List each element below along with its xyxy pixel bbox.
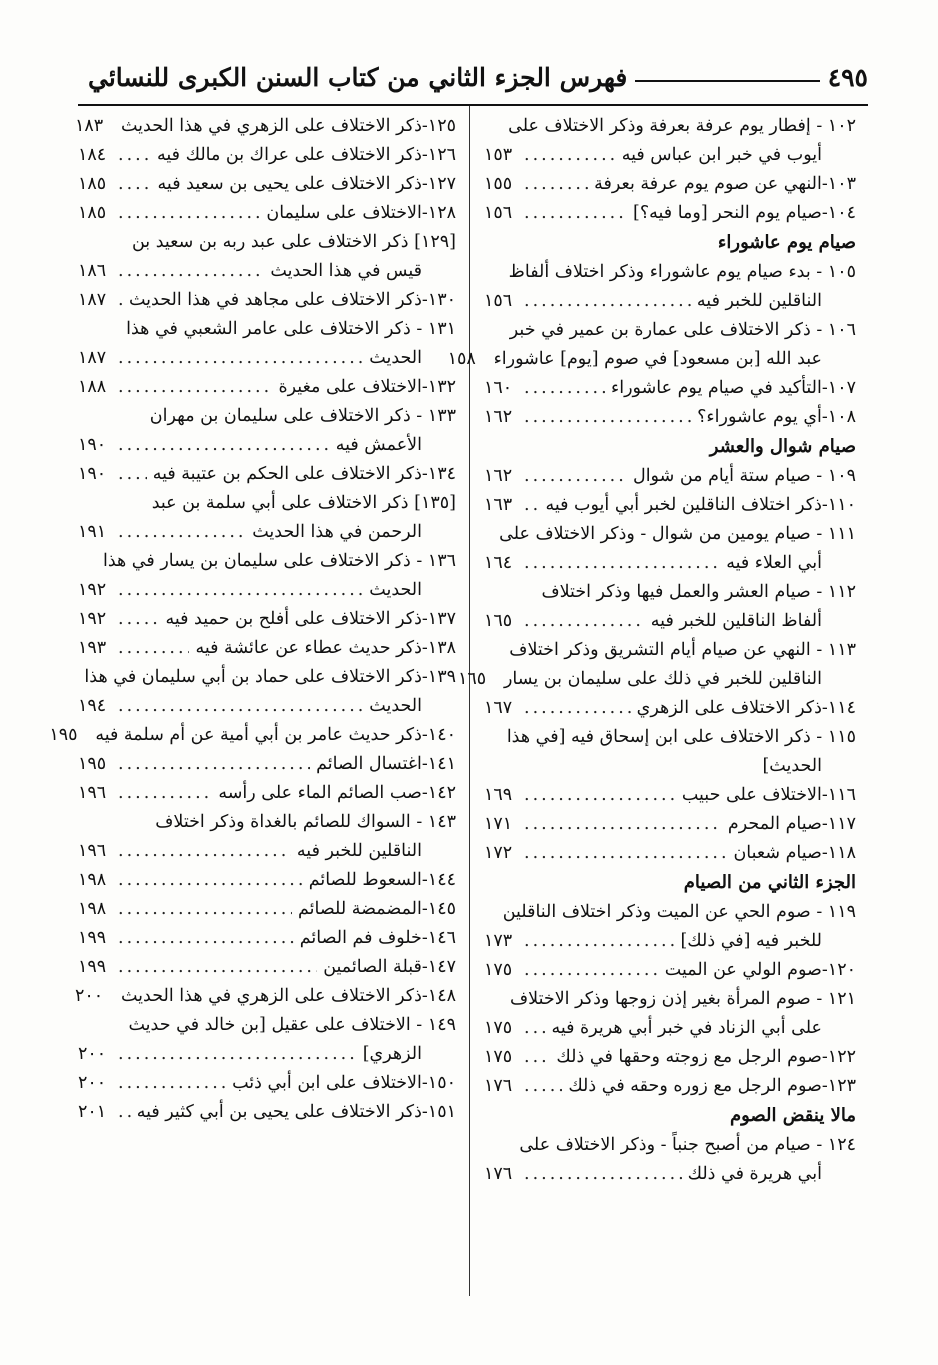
entry-page-number: ١٥٦: [484, 291, 513, 311]
index-entry[interactable]: [78, 1098, 456, 1127]
entry-page-number: ١٩٢: [78, 609, 107, 629]
index-entry[interactable]: [78, 373, 456, 402]
entry-page-number: ١٧٦: [484, 1076, 513, 1096]
entry-title-last-line: الناقلين للخبر فيه: [696, 291, 822, 311]
entry-page-number: ١٩٨: [78, 899, 107, 919]
page-header: [78, 52, 868, 102]
index-entry[interactable]: [447, 316, 856, 374]
leader-dots: [118, 953, 317, 982]
entry-title-last-line: الحديث]: [762, 756, 822, 776]
entry-title-last-line: ١٥١-ذكر الاختلاف على يحيى بن أبي كثير فيه: [136, 1102, 456, 1122]
entry-page-number: ١٨٨: [78, 377, 107, 397]
index-entry[interactable]: [78, 402, 456, 460]
entry-title-last-line: على أبي الزناد في خبر أبي هريرة فيه: [551, 1018, 822, 1038]
index-entry[interactable]: [78, 1069, 456, 1098]
entry-title-last-line: ١١٤-ذكر الاختلاف على الزهري: [636, 698, 856, 718]
entry-title-last-line: ١٣٨-ذكر حديث عطاء عن عائشة فيه: [195, 638, 456, 658]
entry-page-number: ٢٠٠: [74, 986, 104, 1006]
index-entry[interactable]: [78, 634, 456, 663]
entry-title-last-line: ١٠٣-النهي عن صوم يوم عرفة بعرفة: [594, 174, 856, 194]
entry-title-last-line: ١٤١-اغتسال الصائم: [316, 754, 456, 774]
index-entry[interactable]: [78, 460, 456, 489]
index-entry[interactable]: [78, 170, 456, 199]
section-heading: الجزء الثاني من الصيام: [683, 872, 856, 893]
leader-dots: [118, 779, 212, 808]
entry-page-number: ٢٠١: [78, 1102, 107, 1122]
index-column-right: [447, 112, 856, 1189]
index-entry[interactable]: [484, 1131, 856, 1189]
entry-page-number: ١٧٢: [484, 843, 513, 863]
entry-page-number: ١٨٧: [78, 290, 107, 310]
entry-title-last-line: ١٢٠-صوم الولي عن الميت: [664, 960, 856, 980]
leader-dots: [524, 170, 588, 199]
leader-dots: [524, 839, 727, 868]
leader-dots: [118, 895, 292, 924]
index-entry[interactable]: [78, 286, 456, 315]
entry-page-number: ١٦٢: [484, 407, 513, 427]
entry-page-number: ١٦٤: [484, 553, 513, 573]
index-entry[interactable]: [484, 199, 856, 228]
entry-title-last-line: ١٣٤-ذكر الاختلاف على الحكم بن عتيبة فيه: [152, 464, 456, 484]
section-heading: صيام شوال والعشر: [709, 436, 856, 457]
entry-page-number: ١٩٠: [78, 435, 107, 455]
leader-dots: [524, 1014, 545, 1043]
index-entry[interactable]: [78, 779, 456, 808]
entry-title-line: ١٠٢ - إفطار يوم عرفة بعرفة وذكر الاختلاف على: [508, 116, 856, 136]
entry-title-last-line: ١٤٦-خلوف فم الصائم: [299, 928, 456, 948]
entry-title-last-line: ١٢٦-ذكر الاختلاف على عراك بن مالك فيه: [156, 145, 456, 165]
leader-dots: [118, 634, 189, 663]
index-entry[interactable]: [78, 895, 456, 924]
index-entry[interactable]: [78, 315, 456, 373]
entry-title-last-line: أبي هريرة في ذلك: [687, 1164, 822, 1184]
entry-title-last-line: ١٠٤-صيام يوم النحر [وما فيه؟]: [633, 203, 856, 223]
entry-title-last-line: ١٢٣-صوم الرجل مع زوره وحقه في ذلك: [568, 1076, 856, 1096]
entry-page-number: ١٨٦: [78, 261, 107, 281]
entry-page-number: ١٦٥: [457, 669, 487, 689]
index-entry[interactable]: [78, 228, 456, 286]
entry-title-last-line: عبد الله [بن مسعود] في صوم [يوم] عاشوراء: [493, 349, 822, 369]
leader-dots: [524, 607, 645, 636]
index-entry[interactable]: [78, 866, 456, 895]
index-entry[interactable]: [484, 578, 856, 636]
entry-page-number: ١٩٢: [78, 580, 107, 600]
entry-title-last-line: الزهري]: [362, 1044, 422, 1064]
entry-title-line: ١١٩ - صوم الحي عن الميت وذكر اختلاف الناقلين: [502, 902, 856, 922]
entry-title-last-line: أيوب في خبر ابن عباس فيه: [621, 145, 822, 165]
entry-title-last-line: ١٤٠-ذكر حديث عامر بن أبي أمية عن أم سلمة فيه: [95, 725, 456, 745]
entry-page-number: ١٧٥: [484, 1047, 513, 1067]
leader-dots: [118, 431, 330, 460]
entry-page-number: ١٦٠: [484, 378, 513, 398]
index-entry[interactable]: [484, 781, 856, 810]
index-entry[interactable]: [78, 547, 456, 605]
leader-dots: [118, 1069, 226, 1098]
entry-title-line: ١٣٣ - ذكر الاختلاف على سليمان بن مهران: [149, 406, 456, 426]
leader-dots: [118, 837, 291, 866]
leader-dots: [118, 750, 310, 779]
index-entry[interactable]: [484, 810, 856, 839]
entry-title-last-line: ١١٦-الاختلاف على حبيب: [681, 785, 856, 805]
index-entry[interactable]: [484, 985, 856, 1043]
entry-title-last-line: ١٤٧-قبلة الصائمين: [323, 957, 456, 977]
entry-page-number: ١٨٥: [78, 174, 107, 194]
index-entry[interactable]: [484, 491, 856, 520]
entry-title-line: ١٠٦ - ذكر الاختلاف على عمارة بن عمير في خبر: [509, 320, 856, 340]
entry-title-last-line: الرحمن في هذا الحديث: [252, 522, 422, 542]
entry-title-line: ١١٣ - النهي عن صيام أيام التشريق وذكر اختلاف: [509, 640, 856, 660]
entry-title-last-line: للخبر فيه [في ذلك]: [680, 931, 822, 951]
leader-dots: [118, 257, 264, 286]
leader-dots: [118, 460, 147, 489]
entry-page-number: ١٧٥: [484, 960, 513, 980]
entry-title-last-line: ١٤٤-السعوط للصائم: [308, 870, 456, 890]
page-number: ٤٩٥: [827, 62, 868, 92]
entry-title-last-line: ١١٧-صيام المحرم: [727, 814, 856, 834]
leader-dots: [118, 576, 363, 605]
leader-dots: [118, 170, 152, 199]
entry-title-last-line: ١٣٠-ذكر الاختلاف على مجاهد في هذا الحديث: [129, 290, 456, 310]
entry-title-last-line: الناقلين للخبر في ذلك على سليمان بن يسار: [503, 669, 822, 689]
leader-dots: [524, 1160, 682, 1189]
entry-page-number: ١٩٥: [49, 725, 78, 745]
entry-page-number: ١٥٦: [484, 203, 513, 223]
index-entry[interactable]: [484, 723, 856, 781]
header-rule: [635, 80, 819, 82]
entry-title-last-line: ١٢٥-ذكر الاختلاف على الزهري في هذا الحديث: [120, 116, 456, 136]
index-entry[interactable]: [78, 489, 456, 547]
index-entry[interactable]: [484, 520, 856, 578]
index-entry[interactable]: [78, 1011, 456, 1069]
index-entry[interactable]: [484, 258, 856, 316]
index-entry[interactable]: [484, 956, 856, 985]
leader-dots: [524, 549, 720, 578]
entry-title-line: ١٣٦ - ذكر الاختلاف على سليمان بن يسار في هذا: [102, 551, 456, 571]
section-heading: مالا ينقض الصوم: [729, 1105, 856, 1126]
index-entry[interactable]: [484, 898, 856, 956]
leader-dots: [118, 344, 363, 373]
leader-dots: [524, 810, 722, 839]
leader-dots: [524, 141, 616, 170]
entry-title-last-line: ١٤٥-المضمضة للصائم: [298, 899, 456, 919]
entry-title-last-line: الحديث: [369, 696, 422, 716]
entry-title-line: ١٣٩-ذكر الاختلاف على حماد بن أبي سليمان في هذا: [84, 667, 456, 687]
entry-title-line: ١٤٩ - الاختلاف على عقيل [بن خالد في حديث: [128, 1015, 456, 1035]
entry-title-last-line: الحديث: [369, 580, 422, 600]
entry-page-number: ١٩٨: [78, 870, 107, 890]
leader-dots: [118, 286, 123, 315]
entry-title-last-line: ١٠٨-أي يوم عاشوراء؟: [697, 407, 856, 427]
index-entry[interactable]: [49, 721, 456, 750]
entry-title-line: ١٣١ - ذكر الاختلاف على عامر الشعبي في هذا: [126, 319, 456, 339]
entry-title-last-line: ١٣٧-ذكر الاختلاف على أفلح بن حميد فيه: [165, 609, 456, 629]
entry-page-number: ١٦٢: [484, 466, 513, 486]
index-entry[interactable]: [78, 199, 456, 228]
index-entry[interactable]: [78, 750, 456, 779]
entry-page-number: ١٩٦: [78, 783, 107, 803]
entry-page-number: ١٩٤: [78, 696, 107, 716]
entry-title-last-line: ١١٨-صيام شعبان: [733, 843, 856, 863]
leader-dots: [118, 866, 303, 895]
entry-title-last-line: ١٠٩ - صيام ستة أيام من شوال: [632, 466, 856, 486]
leader-dots: [524, 927, 674, 956]
index-entry[interactable]: [457, 636, 856, 694]
leader-dots: [118, 518, 246, 547]
entry-title-last-line: ١١٠-ذكر اختلاف الناقلين لخبر أبي أيوب فيه: [545, 495, 856, 515]
entry-title-line: ١٢٤ - صيام من أصبح جنباً - وذكر الاختلاف على: [519, 1135, 856, 1155]
page-title: فهرس الجزء الثاني من كتاب السنن الكبرى للنسائي: [88, 62, 628, 92]
index-column-left: [49, 112, 456, 1127]
entry-page-number: ١٥٣: [484, 145, 513, 165]
entry-page-number: ١٥٥: [484, 174, 513, 194]
entry-title-line: ١٤٣ - السواك للصائم بالغداة وذكر اختلاف: [155, 812, 456, 832]
entry-page-number: ١٩٦: [78, 841, 107, 861]
leader-dots: [118, 605, 159, 634]
entry-title-last-line: ١٤٨-ذكر الاختلاف على الزهري في هذا الحديث: [120, 986, 456, 1006]
header-underline: [78, 104, 868, 106]
index-entry[interactable]: [484, 1072, 856, 1101]
leader-dots: [524, 403, 691, 432]
entry-title-last-line: ١٥٠-الاختلاف على ابن أبي ذئب: [232, 1073, 456, 1093]
leader-dots: [118, 1098, 131, 1127]
entry-page-number: ١٦٥: [484, 611, 513, 631]
leader-dots: [524, 287, 691, 316]
entry-title-last-line: ١٠٧-التأكيد في صيام يوم عاشوراء: [611, 378, 856, 398]
index-entry[interactable]: [78, 924, 456, 953]
entry-page-number: ١٧٦: [484, 1164, 513, 1184]
entry-title-last-line: ١٣٢-الاختلاف على مغيرة: [278, 377, 456, 397]
entry-title-line: ١١٥ - ذكر الاختلاف على ابن إسحاق فيه [في هذا: [506, 727, 856, 747]
index-entry[interactable]: [78, 663, 456, 721]
entry-title-last-line: أبي العلاء فيه: [726, 553, 822, 573]
entry-title-last-line: ألفاظ الناقلين للخبر فيه: [650, 611, 822, 631]
leader-dots: [524, 491, 539, 520]
entry-title-last-line: ١٢٢-صوم الرجل مع زوجته وحقها في ذلك: [556, 1047, 856, 1067]
entry-page-number: ١٨٥: [78, 203, 107, 223]
index-entry[interactable]: [78, 808, 456, 866]
leader-dots: [524, 374, 605, 403]
entry-page-number: ١٩٠: [78, 464, 107, 484]
leader-dots: [118, 1040, 357, 1069]
index-entry[interactable]: [484, 1043, 856, 1072]
index-entry[interactable]: [484, 694, 856, 723]
entry-page-number: ١٩١: [78, 522, 107, 542]
leader-dots: [118, 924, 294, 953]
column-divider: [469, 106, 470, 1296]
index-entry[interactable]: [484, 112, 856, 170]
index-entry[interactable]: [74, 982, 456, 1011]
entry-page-number: ١٦٣: [484, 495, 513, 515]
index-entry[interactable]: [78, 605, 456, 634]
leader-dots: [118, 141, 151, 170]
leader-dots: [524, 1043, 550, 1072]
entry-title-last-line: الأعمش فيه: [335, 435, 422, 455]
entry-title-last-line: الحديث: [369, 348, 422, 368]
index-entry[interactable]: [78, 141, 456, 170]
leader-dots: [118, 692, 363, 721]
entry-title-line: ١٠٥ - بدء صيام يوم عاشوراء وذكر اختلاف ألفاظ: [508, 262, 856, 282]
entry-title-line: ١١٢ - صيام العشر والعمل فيها وذكر اختلاف: [541, 582, 856, 602]
entry-page-number: ١٩٥: [78, 754, 107, 774]
entry-title-line: ١١١ - صيام يومين من شوال - وذكر الاختلاف على: [499, 524, 856, 544]
leader-dots: [524, 956, 659, 985]
entry-title-last-line: قيس في هذا الحديث: [270, 261, 422, 281]
leader-dots: [524, 694, 631, 723]
entry-page-number: ١٩٩: [78, 928, 107, 948]
entry-title-last-line: ١٢٧-ذكر الاختلاف على يحيى بن سعيد فيه: [157, 174, 456, 194]
section-heading: صيام يوم عاشوراء: [717, 232, 856, 253]
index-entry[interactable]: [484, 839, 856, 868]
entry-page-number: ١٥٨: [447, 349, 476, 369]
entry-page-number: ١٩٣: [78, 638, 107, 658]
entry-title-last-line: ١٤٢-صب الصائم الماء على رأسه: [218, 783, 456, 803]
entry-title-line: [١٢٩] ذكر الاختلاف على عبد ربه بن سعيد بن: [131, 232, 456, 252]
entry-page-number: ١٦٧: [484, 698, 513, 718]
entry-title-line: [١٣٥] ذكر الاختلاف على أبي سلمة بن عبد: [151, 493, 456, 513]
entry-title-line: ١٢١ - صوم المرأة بغير إذن زوجها وذكر الاختلاف: [510, 989, 856, 1009]
leader-dots: [118, 373, 272, 402]
entry-page-number: ١٧١: [484, 814, 513, 834]
entry-title-last-line: الناقلين للخبر فيه: [296, 841, 422, 861]
index-entry[interactable]: [484, 462, 856, 491]
entry-page-number: ١٨٧: [78, 348, 107, 368]
index-entry[interactable]: [74, 112, 456, 141]
entry-page-number: ١٨٣: [74, 116, 104, 136]
entry-page-number: ١٦٩: [484, 785, 513, 805]
leader-dots: [524, 462, 627, 491]
leader-dots: [524, 199, 627, 228]
entry-page-number: ٢٠٠: [78, 1044, 107, 1064]
entry-page-number: ١٧٥: [484, 1018, 513, 1038]
index-entry[interactable]: [78, 953, 456, 982]
index-entry[interactable]: [484, 170, 856, 199]
index-entry[interactable]: [484, 374, 856, 403]
leader-dots: [524, 781, 676, 810]
entry-page-number: ١٨٤: [78, 145, 107, 165]
entry-page-number: ١٧٣: [484, 931, 513, 951]
entry-page-number: ١٩٩: [78, 957, 107, 977]
entry-page-number: ٢٠٠: [78, 1073, 107, 1093]
entry-title-last-line: ١٢٨-الاختلاف على سليمان: [266, 203, 456, 223]
leader-dots: [524, 1072, 562, 1101]
index-entry[interactable]: [484, 403, 856, 432]
leader-dots: [118, 199, 260, 228]
